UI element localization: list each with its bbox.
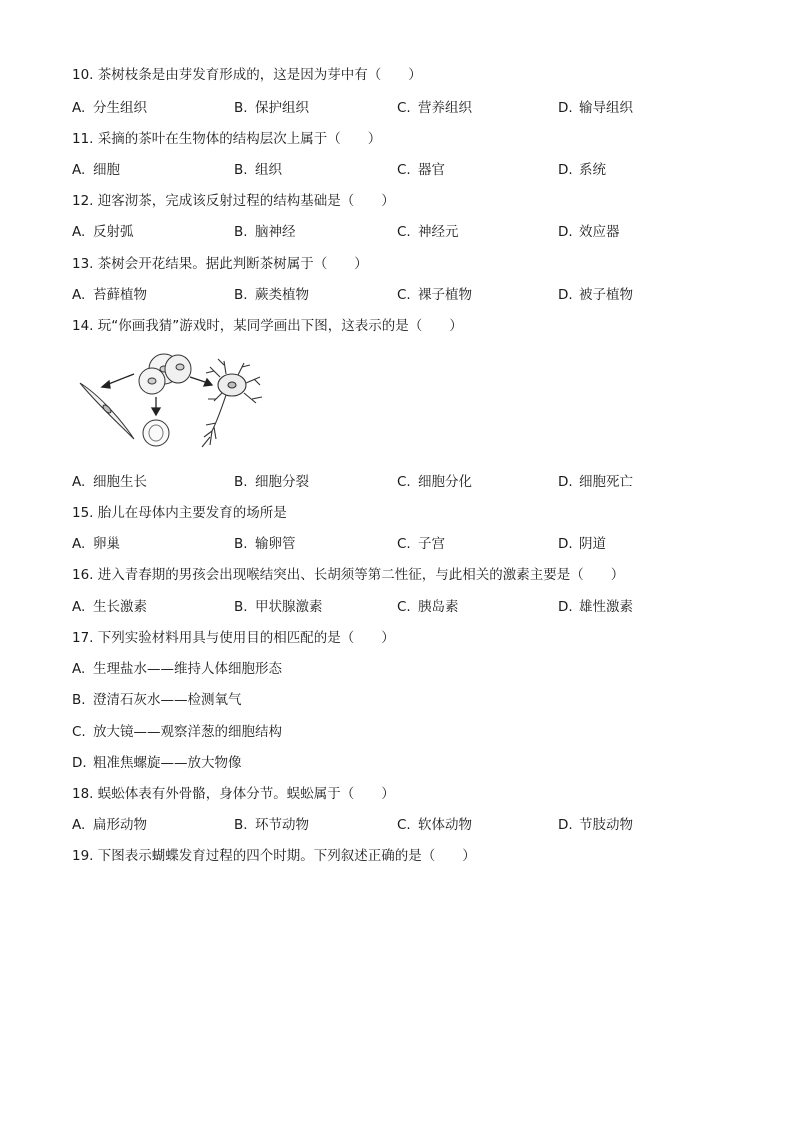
option-b: B. 组织 [234, 162, 282, 178]
option-d: D. 雄性激素 [558, 599, 633, 615]
question-19-stem: 19. 下图表示蝴蝶发育过程的四个时期。下列叙述正确的是（ ） [72, 848, 476, 864]
option-d: D. 输导组织 [558, 100, 633, 116]
option-b: B. 甲状腺激素 [234, 599, 323, 615]
option-d: D. 细胞死亡 [558, 474, 633, 490]
question-12-options [72, 222, 732, 242]
option-a: A. 分生组织 [72, 100, 147, 116]
option-c: C. 细胞分化 [397, 474, 472, 490]
option-a: A. 生长激素 [72, 599, 147, 615]
question-16-stem: 16. 进入青春期的男孩会出现喉结突出、长胡须等第二性征，与此相关的激素主要是（ ） [72, 567, 625, 583]
option-b: B. 细胞分裂 [234, 474, 309, 490]
option-d: D. 粗准焦螺旋——放大物像 [72, 755, 242, 771]
question-12-stem: 12. 迎客沏茶，完成该反射过程的结构基础是（ ） [72, 193, 395, 209]
option-d: D. 效应器 [558, 224, 620, 240]
option-c: C. 软体动物 [397, 817, 472, 833]
option-a: A. 反射弧 [72, 224, 134, 240]
option-b: B. 脑神经 [234, 224, 296, 240]
question-18-stem: 18. 蜈蚣体表有外骨骼，身体分节。蜈蚣属于（ ） [72, 786, 395, 802]
option-c: C. 子宫 [397, 536, 445, 552]
option-d: D. 阴道 [558, 536, 606, 552]
question-14-stem: 14. 玩“你画我猜”游戏时，某同学画出下图，这表示的是（ ） [72, 318, 463, 334]
question-11-options [72, 160, 732, 180]
round-cell-cluster-icon [139, 354, 191, 394]
option-d: D. 被子植物 [558, 287, 633, 303]
option-d: D. 系统 [558, 162, 606, 178]
option-c: C. 器官 [397, 162, 445, 178]
neuron-icon [202, 359, 262, 447]
option-c: C. 裸子植物 [397, 287, 472, 303]
question-15-stem: 15. 胎儿在母体内主要发育的场所是 [72, 505, 287, 521]
question-15-options [72, 534, 732, 554]
arrow-down-icon [152, 397, 160, 415]
question-16-options [72, 597, 732, 617]
option-b: B. 保护组织 [234, 100, 309, 116]
option-a: A. 卵巢 [72, 536, 120, 552]
question-11-stem: 11. 采摘的茶叶在生物体的结构层次上属于（ ） [72, 131, 382, 147]
option-b: B. 环节动物 [234, 817, 309, 833]
cell-differentiation-figure [76, 345, 276, 455]
option-a: A. 生理盐水——维持人体细胞形态 [72, 661, 282, 677]
option-c: C. 胰岛素 [397, 599, 459, 615]
option-c: C. 神经元 [397, 224, 459, 240]
option-b: B. 澄清石灰水——检测氧气 [72, 692, 242, 708]
option-a: A. 细胞 [72, 162, 120, 178]
spindle-cell-icon [80, 383, 134, 439]
option-a: A. 细胞生长 [72, 474, 147, 490]
question-13-options [72, 285, 732, 305]
question-13-stem: 13. 茶树会开花结果。据此判断茶树属于（ ） [72, 256, 368, 272]
option-b: B. 输卵管 [234, 536, 296, 552]
blood-cell-icon [143, 420, 169, 446]
option-a: A. 扁形动物 [72, 817, 147, 833]
option-c: C. 放大镜——观察洋葱的细胞结构 [72, 724, 282, 740]
question-17-stem: 17. 下列实验材料用具与使用目的相匹配的是（ ） [72, 630, 395, 646]
question-10-options [72, 98, 732, 118]
option-a: A. 苔藓植物 [72, 287, 147, 303]
question-10-stem: 10. 茶树枝条是由芽发育形成的，这是因为芽中有（ ） [72, 67, 422, 83]
option-b: B. 蕨类植物 [234, 287, 309, 303]
arrow-right-icon [190, 377, 212, 386]
option-c: C. 营养组织 [397, 100, 472, 116]
arrow-left-icon [102, 374, 134, 388]
option-d: D. 节肢动物 [558, 817, 633, 833]
question-18-options [72, 815, 732, 835]
question-14-options [72, 472, 732, 492]
